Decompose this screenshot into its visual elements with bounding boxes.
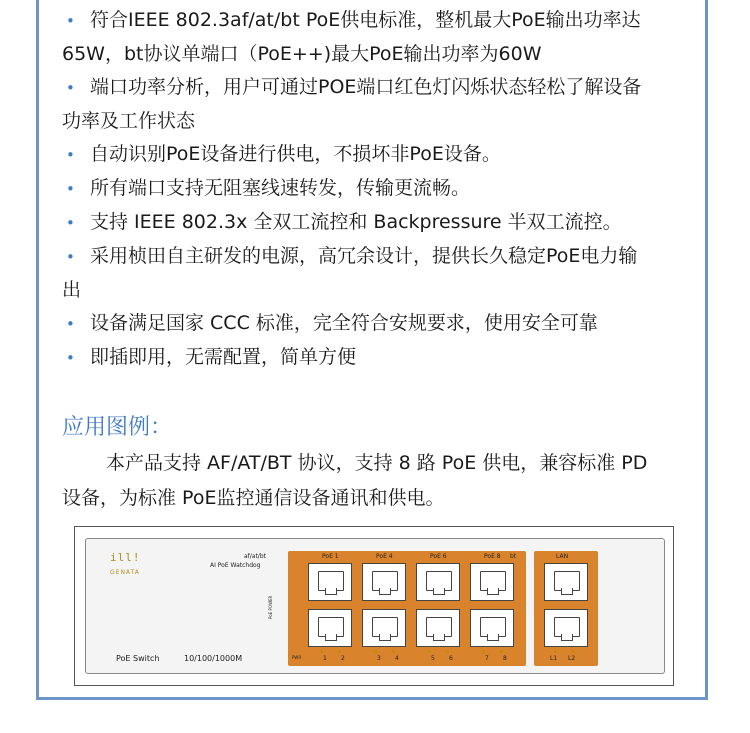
switch-front-panel: [85, 538, 665, 674]
group-label: PoE 4: [376, 553, 393, 560]
rj45-port[interactable]: [470, 609, 514, 647]
bullet-icon: •: [66, 146, 75, 164]
rj45-port[interactable]: [362, 563, 406, 601]
watchdog-label: AI PoE Watchdog: [210, 562, 261, 569]
bullet-icon: •: [66, 248, 75, 266]
feature-item: • 符合IEEE 802.3af/at/bt PoE供电标准，整机最大PoE输出功率达 65W，bt协议单端口（PoE++)最大PoE输出功率为60W: [62, 4, 702, 71]
feature-list: [62, 4, 702, 375]
led-indicator: [482, 650, 485, 653]
device-name: PoE Switch: [116, 654, 160, 663]
application-text: 本产品支持 AF/AT/BT 协议，支持 8 路 PoE 供电，兼容标准 PD 设备，为标准 PoE监控通信设备通讯和供电。: [62, 452, 648, 509]
feature-item: • 端口功率分析，用户可通过POE端口红色灯闪烁状态轻松了解设备 功率及工作状态: [62, 71, 702, 138]
group-label: bt: [510, 553, 517, 560]
feature-item: • 设备满足国家 CCC 标准，完全符合安规要求，使用安全可靠: [62, 307, 702, 341]
port-number: 6: [449, 655, 453, 662]
port-number: 1: [323, 655, 327, 662]
group-label: PoE 8: [484, 553, 501, 560]
lan-port[interactable]: [544, 563, 588, 601]
brand-logo: ill!: [110, 551, 141, 564]
rj45-port[interactable]: [362, 609, 406, 647]
feature-item: • 所有端口支持无阻塞线速转发，传输更流畅。: [62, 172, 702, 206]
feature-item: • 采用桢田自主研发的电源，高冗余设计，提供长久稳定PoE电力输 出: [62, 240, 702, 307]
led-indicator: [374, 650, 377, 653]
led-indicator: [428, 650, 431, 653]
bullet-icon: •: [66, 79, 75, 97]
led-indicator: [338, 650, 341, 653]
port-number: 4: [395, 655, 399, 662]
lan-number: L1: [550, 655, 558, 662]
led-indicator: [500, 650, 503, 653]
bullet-icon: •: [66, 180, 75, 198]
rj45-port[interactable]: [470, 563, 514, 601]
lan-port[interactable]: [544, 609, 588, 647]
group-label: LAN: [556, 553, 569, 560]
brand-name: GENATA: [110, 569, 140, 576]
pwr-label: PWR: [292, 655, 302, 660]
switch-illustration: [74, 526, 674, 686]
led-indicator: [446, 650, 449, 653]
led-indicator: [392, 650, 395, 653]
side-label: PoE POWER: [268, 595, 273, 619]
led-indicator: [572, 650, 575, 653]
bullet-icon: •: [66, 12, 75, 30]
port-number: 5: [431, 655, 435, 662]
feature-item: • 即插即用，无需配置，简单方便: [62, 341, 702, 375]
feature-item: • 支持 IEEE 802.3x 全双工流控和 Backpressure 半双工流控。: [62, 206, 702, 240]
group-label: PoE 1: [322, 553, 339, 560]
rj45-port[interactable]: [308, 609, 352, 647]
group-label: PoE 6: [430, 553, 447, 560]
application-heading: 应用图例：: [62, 415, 173, 440]
port-number: 2: [341, 655, 345, 662]
feature-item: • 自动识别PoE设备进行供电，不损坏非PoE设备。: [62, 138, 702, 172]
rj45-port[interactable]: [308, 563, 352, 601]
led-indicator: [320, 650, 323, 653]
device-speed: 10/100/1000M: [184, 654, 243, 663]
bullet-icon: •: [66, 315, 75, 333]
port-number: 3: [377, 655, 381, 662]
lan-number: L2: [568, 655, 576, 662]
port-number: 8: [503, 655, 507, 662]
led-indicator: [554, 650, 557, 653]
protocol-label: af/at/bt: [243, 553, 266, 560]
rj45-port[interactable]: [416, 609, 460, 647]
bullet-icon: •: [66, 349, 75, 367]
bullet-icon: •: [66, 214, 75, 232]
rj45-port[interactable]: [416, 563, 460, 601]
port-number: 7: [485, 655, 489, 662]
